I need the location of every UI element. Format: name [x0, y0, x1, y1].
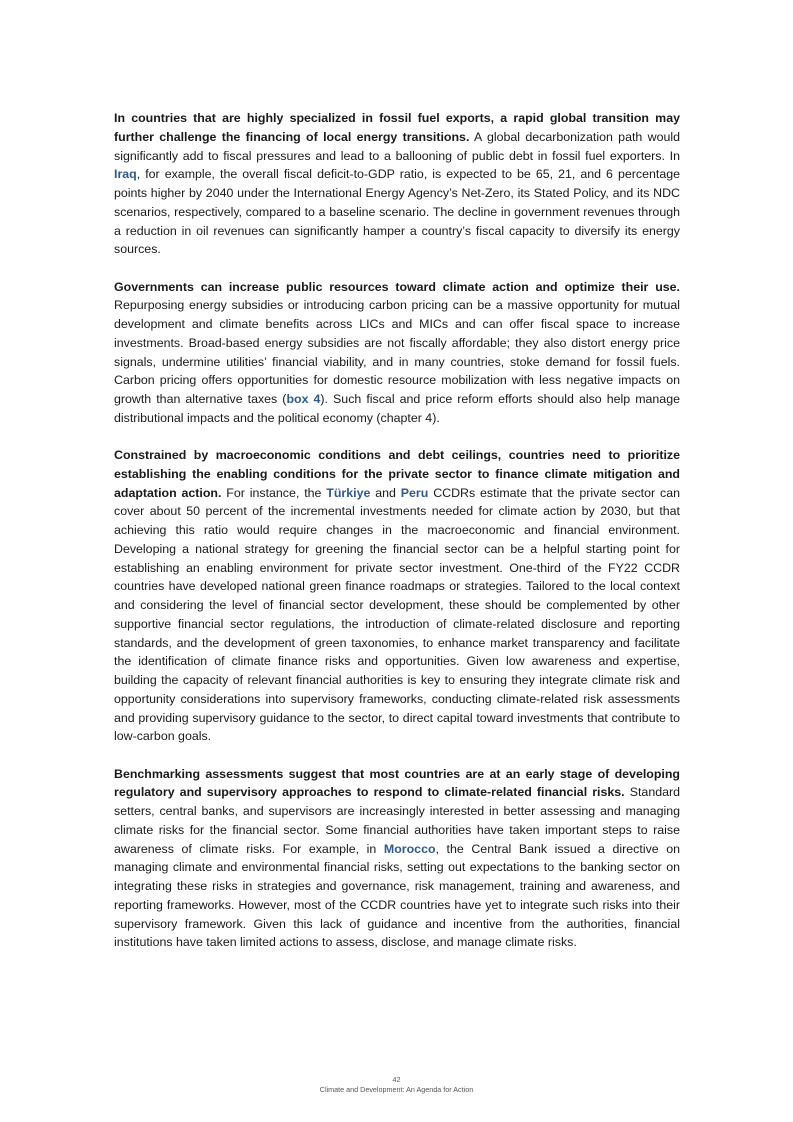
paragraph-text: and: [370, 485, 401, 500]
paragraph-lead: Benchmarking assessments suggest that most countries are at an early stage of developing regulatory and supervisory approaches to respond to climate-related financial risks.: [114, 766, 680, 800]
country-link-morocco[interactable]: Morocco: [383, 841, 436, 856]
paragraph-text: , for example, the overall fiscal deficit-to-GDP ratio, is expected to be 65, 21, and 6 percentage points higher by 2040 under the International Energy Agency’s Net-Zero, its Stated Policy, and its NDC scenarios, respectively, compared to a baseline scenario. The decline in government revenues through a reduction in oil revenues can significantly hamper a country’s fiscal capacity to diversify its energy sources.: [114, 167, 680, 257]
paragraph-text: CCDRs estimate that the private sector can cover about 50 percent of the incremental investments needed for climate action by 2030, but that achieving this ratio would require changes in the macroeconomic and financial environment. Developing a national strategy for greening the financial sector can be a helpful starting point for establishing an enabling environment for private sector investment. One-third of the FY22 CCDR countries have developed national green finance roadmaps or strategies. Tailored to the local context and considering the level of financial sector development, these should be complemented by other supportive financial sector regulations, the introduction of climate-related disclosure and reporting standards, and the development of green taxonomies, to enhance market transparency and facilitate the identification of climate finance risks and opportunities. Given low awareness and expertise, building the capacity of relevant financial authorities is key to ensuring they integrate climate risk and opportunity considerations into supervisory frameworks, conducting climate-related risk assessments and providing supervisory guidance to the sector, to direct capital toward investments that contribute to low-carbon goals.: [114, 485, 680, 744]
paragraph-benchmarking: [114, 765, 680, 953]
country-link-iraq[interactable]: Iraq: [114, 167, 137, 182]
paragraph-text: , the Central Bank issued a directive on managing climate and environmental financial risks, setting out expectations to the banking sector on integrating these risks in strategies and governance, risk management, training and awareness, and reporting frameworks. However, most of the CCDR countries have yet to integrate such risks into their supervisory framework. Given this lack of guidance and incentive from the authorities, financial institutions have taken limited actions to assess, disclose, and manage climate risks.: [114, 841, 681, 950]
page-footer: [0, 1075, 793, 1095]
paragraph-text: For instance, the: [221, 485, 327, 500]
paragraph-public-resources: [114, 278, 680, 428]
country-link-turkiye[interactable]: Türkiye: [326, 485, 371, 500]
paragraph-lead: Constrained by macroeconomic conditions and debt ceilings, countries need to prioritize establishing the enabling conditions for the private sector to finance climate mitigation and adaptation action.: [114, 448, 680, 500]
paragraph-lead: In countries that are highly specialized in fossil fuel exports, a rapid global transition may further challenge the financing of local energy transitions.: [114, 111, 680, 144]
document-body: [114, 109, 680, 971]
paragraph-private-sector: [114, 446, 680, 746]
paragraph-text: Standard setters, central banks, and supervisors are increasingly interested in better assessing and managing climate risks for the financial sector. Some financial authorities have taken important steps to raise awareness of climate risks. For example, in: [114, 785, 681, 856]
paragraph-text: Repurposing energy subsidies or introducing carbon pricing can be a massive opportunity for mutual development and climate benefits across LICs and MICs and can offer fiscal space to increase investments. Broad-based energy subsidies are not fiscally affordable; they also distort energy price signals, undermine utilities’ financial viability, and in many countries, stoke demand for fossil fuels. Carbon pricing offers opportunities for domestic resource mobilization with less negative impacts on growth than alternative taxes (: [114, 298, 680, 406]
country-link-peru[interactable]: Peru: [400, 485, 429, 500]
paragraph-text: A global decarbonization path would significantly add to fiscal pressures and lead to a ballooning of public debt in fossil fuel exporters. In: [114, 129, 680, 163]
paragraph-text: ). Such fiscal and price reform efforts should also help manage distributional impacts and the political economy (chapter 4).: [114, 392, 680, 425]
report-title: Climate and Development: An Agenda for Action: [319, 1085, 474, 1094]
paragraph-lead: Governments can increase public resources toward climate action and optimize their use.: [114, 279, 680, 294]
page-number: 42: [392, 1075, 401, 1084]
paragraph-fossil-fuel-exporters: [114, 109, 680, 259]
box-4-link[interactable]: box 4: [286, 392, 321, 406]
